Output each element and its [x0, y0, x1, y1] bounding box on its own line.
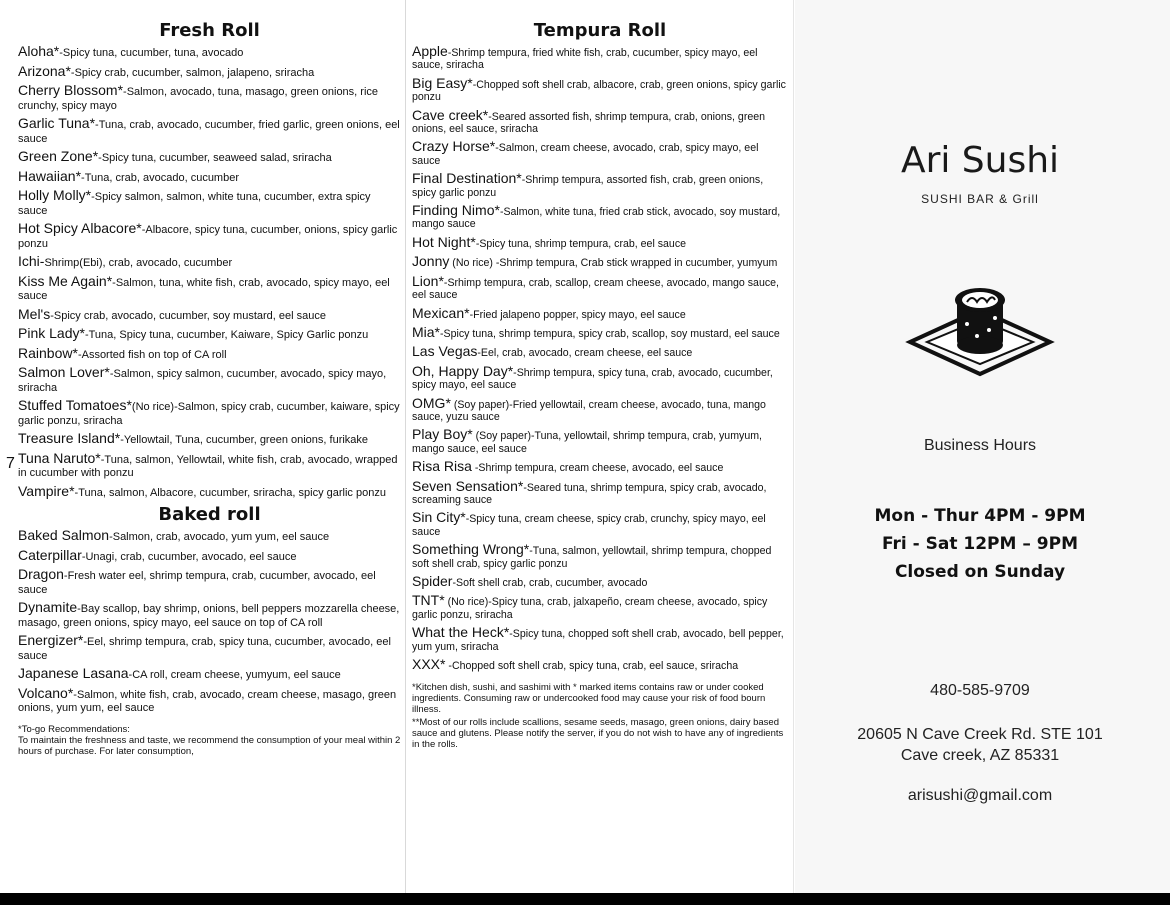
bottom-edge — [0, 893, 1170, 905]
restaurant-tagline: SUSHI BAR & Grill — [921, 192, 1039, 206]
tempura-roll-item — [412, 233, 788, 250]
fresh-roll-item — [18, 344, 401, 363]
roll-description: -Spicy tuna, shrimp tempura, crab, eel sauce — [475, 237, 687, 250]
roll-name: Las Vegas — [412, 343, 478, 360]
fresh-roll-item — [18, 482, 401, 501]
fresh-roll-item — [18, 305, 401, 324]
tempura-roll-item — [412, 106, 788, 136]
roll-description: -Srhimp tempura, crab, scallop, cream cheese, avocado, mango sauce, eel sauce — [412, 276, 779, 302]
roll-description: -Spicy tuna, cream cheese, spicy crab, crunchy, spicy mayo, eel sauce — [412, 513, 766, 538]
fresh-roll-item — [18, 366, 401, 395]
roll-description: -Seared assorted fish, shrimp tempura, crab, onions, green onions, eel sauce, sriracha — [412, 110, 766, 136]
roll-name: Volcano* — [18, 684, 74, 701]
roll-name: Tuna Naruto* — [18, 449, 101, 466]
email-address[interactable]: arisushi@gmail.com — [907, 787, 1053, 804]
roll-name: Treasure Island* — [18, 430, 121, 446]
roll-description: -Spicy crab, cucumber, salmon, jalapeno, sriracha — [70, 66, 315, 79]
column-divider — [405, 0, 406, 905]
tempura-roll-item — [412, 204, 788, 231]
middle-column — [412, 20, 788, 900]
roll-name: Arizona* — [18, 62, 71, 79]
roll-name: Spider — [412, 573, 453, 589]
tempura-roll-item — [412, 45, 788, 72]
fresh-roll-item — [18, 62, 401, 81]
roll-name: Apple — [412, 43, 448, 59]
roll-name: Oh, Happy Day* — [412, 362, 514, 379]
roll-description: -Spicy crab, avocado, cucumber, soy mustard, eel sauce — [50, 309, 326, 322]
roll-name: Hawaiian* — [18, 167, 82, 184]
roll-name: OMG* — [412, 394, 451, 411]
tempura-roll-item — [412, 272, 788, 302]
tempura-roll-item — [412, 255, 788, 269]
roll-description: (Soy paper)-Fried yellowtail, cream cheese, avocado, tuna, mango sauce, yuzu sauce — [412, 398, 766, 423]
roll-description: Shrimp(Ebi), crab, avocado, cucumber — [44, 257, 233, 269]
roll-description: -Seared tuna, shrimp tempura, spicy crab, avocado, screaming sauce — [412, 481, 767, 506]
phone-number[interactable]: 480-585-9709 — [930, 682, 1030, 699]
baked-roll-item — [18, 667, 401, 683]
roll-description: -Shrimp tempura, fried white fish, crab, cucumber, spicy mayo, eel sauce, sriracha — [412, 47, 758, 72]
tempura-roll-item — [412, 477, 788, 507]
roll-name: Hot Night* — [412, 233, 476, 250]
fresh-roll-item — [18, 272, 401, 304]
roll-description: -Bay scallop, bay shrimp, onions, bell peppers mozzarella cheese, masago, green onions, spicy mayo, eel sauce on top of CA roll — [18, 603, 400, 629]
roll-description: -Unagi, crab, cucumber, avocado, eel sauce — [81, 550, 297, 563]
fresh-roll-item — [18, 222, 401, 251]
fresh-roll-item — [18, 255, 401, 271]
tempura-roll-title: Tempura Roll — [533, 20, 667, 41]
roll-description: -Salmon, avocado, tuna, masago, green onions, rice crunchy, spicy mayo — [18, 86, 379, 112]
roll-description: -Eel, crab, avocado, cream cheese, eel sauce — [477, 347, 693, 360]
roll-description: -Salmon, cream cheese, avocado, crab, spicy mayo, eel sauce — [412, 142, 759, 167]
address-line-1: 20605 N Cave Creek Rd. STE 101 — [857, 726, 1103, 743]
fresh-roll-item — [18, 45, 401, 61]
roll-name: Salmon Lover* — [18, 364, 110, 380]
roll-description: -Salmon, spicy salmon, cucumber, avocado, spicy mayo, sriracha — [18, 368, 387, 394]
roll-name: Big Easy* — [412, 74, 473, 91]
roll-name: Dynamite — [18, 599, 78, 615]
roll-description: -Salmon, white fish, crab, avocado, cream cheese, masago, green onions, yum yum, eel sauce — [18, 688, 397, 714]
baked-roll-item — [18, 684, 401, 716]
roll-name: Lion* — [412, 272, 444, 289]
roll-name: Jonny — [412, 253, 450, 270]
togo-recommendations — [18, 724, 401, 757]
business-hours-label: Business Hours — [923, 437, 1037, 454]
roll-name: Kiss Me Again* — [18, 272, 113, 289]
address-line-2: Cave creek, AZ 85331 — [900, 747, 1060, 764]
roll-name: Baked Salmon — [18, 527, 110, 543]
fresh-roll-item — [18, 399, 401, 428]
roll-description: -Tuna, crab, avocado, cucumber — [81, 171, 239, 184]
roll-description: (No rice)-Salmon, spicy crab, cucumber, kaiware, spicy garlic ponzu, sriracha — [18, 401, 400, 427]
roll-name: Seven Sensation* — [412, 477, 524, 494]
fresh-roll-item — [18, 189, 401, 218]
roll-name: Ichi- — [18, 253, 45, 269]
togo-text: To maintain the freshness and taste, we recommend the consumption of your meal within 2 hours of purchase. For later consumption, — [18, 734, 401, 757]
tempura-roll-item — [412, 323, 788, 340]
roll-description: -Shrimp tempura, spicy tuna, crab, avocado, cucumber, spicy mayo, eel sauce — [412, 366, 773, 392]
roll-description: -Tuna, salmon, Yellowtail, white fish, crab, avocado, wrapped in cucumber with ponzu — [18, 453, 398, 479]
roll-description: -Spicy salmon, salmon, white tuna, cucumber, extra spicy sauce — [18, 191, 371, 217]
roll-name: Final Destination* — [412, 170, 522, 187]
roll-name: Cherry Blossom* — [18, 82, 124, 98]
tempura-roll-item — [412, 511, 788, 538]
tempura-roll-item — [412, 658, 788, 672]
tempura-roll-item — [412, 304, 788, 321]
baked-roll-item — [18, 529, 401, 545]
roll-description: -Spicy tuna, shrimp tempura, spicy crab, scallop, soy mustard, eel sauce — [440, 327, 780, 340]
baked-roll-item — [18, 568, 401, 597]
roll-description: -Spicy tuna, cucumber, seaweed salad, sriracha — [98, 152, 332, 164]
roll-name: Cave creek* — [412, 106, 489, 123]
roll-name: TNT* — [412, 592, 445, 609]
roll-name: Risa Risa — [412, 458, 472, 475]
hours-weekday: Mon - Thur 4PM - 9PM — [874, 506, 1086, 526]
business-hours — [795, 502, 1165, 586]
roll-description: -Fresh water eel, shrimp tempura, crab, cucumber, avocado, eel sauce — [18, 570, 376, 596]
hours-weekend: Fri - Sat 12PM – 9PM — [882, 534, 1078, 554]
left-column — [18, 20, 401, 900]
togo-title: *To-go Recommendations: — [18, 723, 130, 735]
roll-name: Holly Molly* — [18, 187, 92, 203]
roll-description: -Tuna, Spicy tuna, cucumber, Kaiware, Spicy Garlic ponzu — [84, 329, 369, 341]
hours-closed: Closed on Sunday — [894, 562, 1066, 582]
roll-name: Aloha* — [18, 43, 60, 59]
fresh-roll-item — [18, 84, 401, 113]
roll-description: (Soy paper)-Tuna, yellowtail, shrimp tempura, crab, yumyum, mango sauce, eel sauce — [412, 430, 762, 455]
column-divider — [793, 0, 794, 905]
roll-name: Sin City* — [412, 509, 466, 526]
ingredients-note: **Most of our rolls include scallions, sesame seeds, masago, green onions, dairy based sauce and glutens. Please notify the server, if you do not wish to have any of ingredients in the rolls. — [412, 717, 784, 751]
roll-description: (No rice) -Shrimp tempura, Crab stick wrapped in cucumber, yumyum — [449, 257, 778, 270]
roll-name: Japanese Lasana — [18, 665, 129, 681]
baked-roll-item — [18, 601, 401, 630]
roll-description: -Chopped soft shell crab, spicy tuna, crab, eel sauce, sriracha — [445, 660, 739, 673]
margin-mark: 7 — [6, 455, 15, 472]
roll-description: -Albacore, spicy tuna, cucumber, onions, spicy garlic ponzu — [18, 224, 398, 250]
sushi-roll-icon — [905, 280, 1055, 380]
tempura-roll-item — [412, 428, 788, 455]
roll-description: (No rice)-Spicy tuna, crab, jalxapeño, cream cheese, avocado, spicy garlic ponzu, sriracha — [412, 596, 768, 621]
address — [795, 724, 1165, 766]
roll-name: Mia* — [412, 323, 441, 340]
roll-name: Dragon — [18, 566, 64, 582]
fresh-roll-item — [18, 117, 401, 146]
roll-name: Caterpillar — [18, 546, 82, 563]
roll-name: XXX* — [412, 656, 446, 673]
roll-description: -Fried jalapeno popper, spicy mayo, eel sauce — [469, 308, 686, 321]
roll-name: Rainbow* — [18, 344, 78, 361]
roll-description: -Shrimp tempura, cream cheese, avocado, eel sauce — [471, 462, 724, 475]
roll-description: -Chopped soft shell crab, albacore, crab, green onions, spicy garlic ponzu — [412, 78, 786, 104]
roll-name: Something Wrong* — [412, 541, 530, 558]
roll-name: Mexican* — [412, 304, 470, 321]
roll-description: -Soft shell crab, crab, cucumber, avocado — [452, 577, 648, 589]
roll-description: -Tuna, salmon, Albacore, cucumber, sriracha, spicy garlic ponzu — [74, 486, 386, 499]
tempura-roll-item — [412, 460, 788, 474]
roll-description: -Salmon, crab, avocado, yum yum, eel sauce — [109, 531, 330, 543]
fresh-roll-item — [18, 150, 401, 166]
baked-roll-item — [18, 634, 401, 663]
roll-description: -Spicy tuna, cucumber, tuna, avocado — [59, 47, 244, 59]
fresh-roll-list — [18, 45, 401, 500]
fresh-roll-title: Fresh Roll — [159, 20, 260, 41]
roll-name: Energizer* — [18, 632, 84, 648]
roll-description: -Spicy tuna, chopped soft shell crab, avocado, bell pepper, yum yum, sriracha — [412, 628, 784, 653]
fresh-roll-item — [18, 449, 401, 481]
roll-description: -Eel, shrimp tempura, crab, spicy tuna, cucumber, avocado, eel sauce — [18, 636, 391, 662]
tempura-roll-item — [412, 345, 788, 359]
tempura-roll-item — [412, 626, 788, 653]
roll-description: -Tuna, crab, avocado, cucumber, fried garlic, green onions, eel sauce — [18, 119, 400, 145]
tempura-roll-item — [412, 394, 788, 424]
roll-name: Crazy Horse* — [412, 138, 496, 155]
roll-name: Play Boy* — [412, 426, 473, 443]
roll-name: Stuffed Tomatoes* — [18, 397, 132, 413]
tempura-roll-item — [412, 575, 788, 589]
fresh-roll-item — [18, 327, 401, 343]
roll-name: Hot Spicy Albacore* — [18, 220, 142, 236]
baked-roll-title: Baked roll — [158, 504, 261, 525]
roll-name: Vampire* — [18, 482, 75, 499]
roll-name: Mel's — [18, 305, 51, 322]
tempura-roll-item — [412, 172, 788, 199]
tempura-roll-item — [412, 140, 788, 167]
roll-description: -Salmon, tuna, white fish, crab, avocado, spicy mayo, eel sauce — [18, 276, 390, 302]
roll-description: -Tuna, salmon, yellowtail, shrimp tempura, chopped soft shell crab, spicy garlic ponzu — [412, 545, 772, 570]
fresh-roll-item — [18, 167, 401, 186]
restaurant-name: Ari Sushi — [900, 140, 1060, 181]
fresh-roll-item — [18, 432, 401, 448]
baked-roll-list — [18, 529, 401, 716]
baked-roll-item — [18, 546, 401, 565]
roll-name: Finding Nimo* — [412, 202, 500, 219]
tempura-roll-list — [412, 45, 788, 672]
roll-name: Pink Lady* — [18, 325, 85, 341]
roll-description: -CA roll, cream cheese, yumyum, eel sauce — [128, 669, 341, 681]
roll-description: -Shrimp tempura, assorted fish, crab, green onions, spicy garlic ponzu — [412, 174, 764, 199]
tempura-roll-item — [412, 74, 788, 104]
tempura-roll-item — [412, 543, 788, 570]
tempura-roll-item — [412, 362, 788, 392]
raw-food-note: *Kitchen dish, sushi, and sashimi with * marked items contains raw or under cooked ingredients. Consuming raw or undercooked food may cause your risk of food bourn illness. — [412, 682, 766, 716]
roll-description: -Yellowtail, Tuna, cucumber, green onions, furikake — [120, 434, 369, 446]
roll-name: Garlic Tuna* — [18, 115, 96, 131]
right-column — [795, 0, 1170, 905]
roll-name: Green Zone* — [18, 148, 99, 164]
roll-description: -Assorted fish on top of CA roll — [77, 348, 227, 361]
roll-name: What the Heck* — [412, 624, 510, 641]
roll-description: -Salmon, white tuna, fried crab stick, avocado, soy mustard, mango sauce — [412, 206, 781, 231]
tempura-roll-item — [412, 594, 788, 621]
allergy-notes — [412, 682, 788, 750]
